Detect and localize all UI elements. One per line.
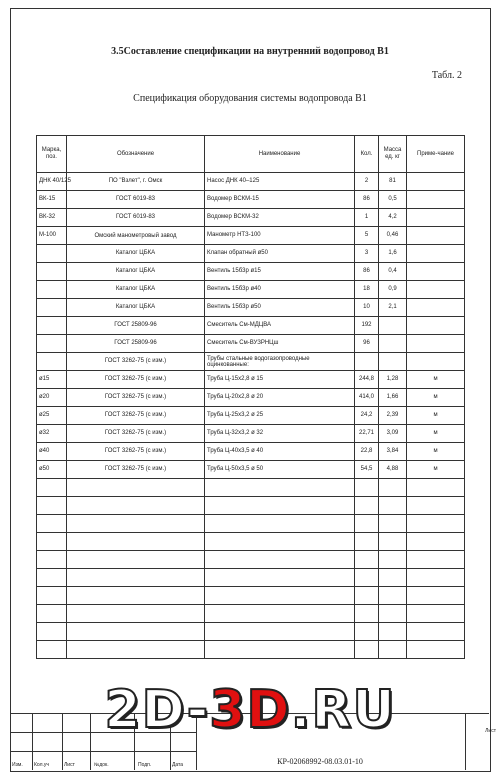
stamp-col-label: Дата bbox=[172, 762, 184, 768]
cell-note bbox=[407, 263, 465, 281]
cell-mark bbox=[37, 281, 67, 299]
cell-designation: Каталог ЦБКА bbox=[67, 281, 205, 299]
cell-name: Трубы стальные водогазопроводные оцинкованные: bbox=[205, 353, 355, 371]
cell-mass: 0,9 bbox=[379, 281, 407, 299]
cell-note bbox=[407, 209, 465, 227]
cell-qty: 10 bbox=[355, 299, 379, 317]
table-row bbox=[37, 191, 465, 209]
cell-mass: 0,5 bbox=[379, 191, 407, 209]
stamp-col-label: Кол.уч bbox=[34, 762, 49, 768]
empty-row bbox=[37, 515, 465, 533]
cell-name: Труба Ц-20х2,8 ø 20 bbox=[205, 389, 355, 407]
cell-qty: 22,8 bbox=[355, 443, 379, 461]
cell-qty: 24,2 bbox=[355, 407, 379, 425]
cell-mass: 0,46 bbox=[379, 227, 407, 245]
cell-name: Смеситель См-ВУЗРНЦш bbox=[205, 335, 355, 353]
cell-mark bbox=[37, 317, 67, 335]
cell-note bbox=[407, 353, 465, 371]
cell-qty: 54,5 bbox=[355, 461, 379, 479]
cell-mass: 81 bbox=[379, 173, 407, 191]
stamp-col-label: Лист bbox=[64, 762, 75, 768]
cell-mark bbox=[37, 263, 67, 281]
cell-qty: 86 bbox=[355, 191, 379, 209]
table-row bbox=[37, 317, 465, 335]
table-row bbox=[37, 407, 465, 425]
empty-row bbox=[37, 479, 465, 497]
cell-mark: ø15 bbox=[37, 371, 67, 389]
header-col-qty: Кол. bbox=[355, 136, 379, 173]
cell-note: м bbox=[407, 407, 465, 425]
cell-mass bbox=[379, 317, 407, 335]
cell-note bbox=[407, 281, 465, 299]
cell-name: Труба Ц-40х3,5 ø 40 bbox=[205, 443, 355, 461]
cell-name: Манометр НТЗ-100 bbox=[205, 227, 355, 245]
table-row bbox=[37, 389, 465, 407]
header-col-mark: Марка, поз. bbox=[37, 136, 67, 173]
table-row bbox=[37, 209, 465, 227]
table-row bbox=[37, 443, 465, 461]
cell-qty: 5 bbox=[355, 227, 379, 245]
cell-mass bbox=[379, 353, 407, 371]
header-col-note: Приме-чание bbox=[407, 136, 465, 173]
cell-name: Вентиль 15б3р ø40 bbox=[205, 281, 355, 299]
cell-note: м bbox=[407, 389, 465, 407]
cell-qty: 1 bbox=[355, 209, 379, 227]
cell-note bbox=[407, 245, 465, 263]
header-col-name: Наименование bbox=[205, 136, 355, 173]
cell-designation: ГОСТ 3262-75 (с изм.) bbox=[67, 353, 205, 371]
stamp-col-label: №док. bbox=[94, 762, 109, 768]
table-row bbox=[37, 335, 465, 353]
cell-designation: ПО "Взлет", г. Омск bbox=[67, 173, 205, 191]
cell-mark: М-100 bbox=[37, 227, 67, 245]
cell-note bbox=[407, 191, 465, 209]
cell-mark: ДНК 40/125 bbox=[37, 173, 67, 191]
table-row bbox=[37, 245, 465, 263]
table-row bbox=[37, 281, 465, 299]
cell-note: м bbox=[407, 461, 465, 479]
section-heading: 3.5Составление спецификации на внутренний водопровод В1 bbox=[111, 46, 389, 57]
cell-mass: 0,4 bbox=[379, 263, 407, 281]
stamp-col-label: Изм. bbox=[12, 762, 23, 768]
empty-row bbox=[37, 569, 465, 587]
cell-note: м bbox=[407, 425, 465, 443]
cell-note: м bbox=[407, 371, 465, 389]
cell-mass: 4,2 bbox=[379, 209, 407, 227]
empty-row bbox=[37, 623, 465, 641]
cell-designation: Каталог ЦБКА bbox=[67, 263, 205, 281]
cell-mark: ВК-15 bbox=[37, 191, 67, 209]
cell-note bbox=[407, 173, 465, 191]
cell-name: Клапан обратный ø50 bbox=[205, 245, 355, 263]
sheet-label: Лист bbox=[485, 728, 496, 734]
header-col-mass: Масса ед. кг bbox=[379, 136, 407, 173]
cell-mark bbox=[37, 353, 67, 371]
cell-name: Труба Ц-32х3,2 ø 32 bbox=[205, 425, 355, 443]
table-header bbox=[37, 136, 465, 173]
cell-name: Водомер ВСКМ-32 bbox=[205, 209, 355, 227]
cell-qty: 86 bbox=[355, 263, 379, 281]
cell-mark: ВК-32 bbox=[37, 209, 67, 227]
cell-name: Труба Ц-50х3,5 ø 50 bbox=[205, 461, 355, 479]
cell-designation: Каталог ЦБКА bbox=[67, 245, 205, 263]
header-col-designation: Обозначение bbox=[67, 136, 205, 173]
table-number: Табл. 2 bbox=[431, 70, 462, 81]
cell-mark bbox=[37, 245, 67, 263]
stamp-col-label: Подп. bbox=[138, 762, 152, 768]
cell-designation: ГОСТ 3262-75 (с изм.) bbox=[67, 443, 205, 461]
cell-qty: 192 bbox=[355, 317, 379, 335]
cell-qty: 18 bbox=[355, 281, 379, 299]
table-row bbox=[37, 263, 465, 281]
table-body bbox=[37, 173, 465, 659]
cell-note: м bbox=[407, 443, 465, 461]
cell-qty: 3 bbox=[355, 245, 379, 263]
table-row bbox=[37, 299, 465, 317]
cell-designation: ГОСТ 6019-83 bbox=[67, 209, 205, 227]
document-number: КР-02068992-08.03.01-10 bbox=[277, 757, 363, 766]
specification-table bbox=[36, 135, 465, 659]
cell-qty bbox=[355, 353, 379, 371]
cell-designation: ГОСТ 3262-75 (с изм.) bbox=[67, 407, 205, 425]
cell-mark bbox=[37, 335, 67, 353]
cell-designation: ГОСТ 3262-75 (с изм.) bbox=[67, 389, 205, 407]
table-row bbox=[37, 353, 465, 371]
cell-mass: 1,28 bbox=[379, 371, 407, 389]
cell-name: Труба Ц-25х3,2 ø 25 bbox=[205, 407, 355, 425]
cell-note bbox=[407, 299, 465, 317]
cell-mark bbox=[37, 299, 67, 317]
cell-mass: 1,6 bbox=[379, 245, 407, 263]
table-row bbox=[37, 227, 465, 245]
cell-name: Смеситель См-МДЦВА bbox=[205, 317, 355, 335]
cell-designation: ГОСТ 25809-96 bbox=[67, 335, 205, 353]
cell-mass: 2,1 bbox=[379, 299, 407, 317]
cell-qty: 96 bbox=[355, 335, 379, 353]
cell-mass bbox=[379, 335, 407, 353]
cell-designation: ГОСТ 3262-75 (с изм.) bbox=[67, 371, 205, 389]
cell-note bbox=[407, 227, 465, 245]
cell-designation: Омский манометровый завод bbox=[67, 227, 205, 245]
cell-name: Насос ДНК 40–125 bbox=[205, 173, 355, 191]
cell-designation: Каталог ЦБКА bbox=[67, 299, 205, 317]
cell-mark: ø20 bbox=[37, 389, 67, 407]
empty-row bbox=[37, 533, 465, 551]
empty-row bbox=[37, 605, 465, 623]
table-title: Спецификация оборудования системы водопровода В1 bbox=[133, 93, 367, 104]
cell-note bbox=[407, 335, 465, 353]
cell-mass: 1,66 bbox=[379, 389, 407, 407]
cell-mark: ø32 bbox=[37, 425, 67, 443]
cell-qty: 2 bbox=[355, 173, 379, 191]
cell-name: Труба Ц-15х2,8 ø 15 bbox=[205, 371, 355, 389]
cell-designation: ГОСТ 25809-96 bbox=[67, 317, 205, 335]
cell-designation: ГОСТ 3262-75 (с изм.) bbox=[67, 461, 205, 479]
cell-designation: ГОСТ 6019-83 bbox=[67, 191, 205, 209]
cell-mass: 2,39 bbox=[379, 407, 407, 425]
cell-mass: 4,88 bbox=[379, 461, 407, 479]
table-row bbox=[37, 461, 465, 479]
cell-mass: 3,84 bbox=[379, 443, 407, 461]
empty-row bbox=[37, 551, 465, 569]
cell-qty: 22,71 bbox=[355, 425, 379, 443]
empty-row bbox=[37, 587, 465, 605]
cell-name: Вентиль 15б3р ø15 bbox=[205, 263, 355, 281]
cell-name: Водомер ВСКМ-15 bbox=[205, 191, 355, 209]
cell-mark: ø25 bbox=[37, 407, 67, 425]
cell-mark: ø40 bbox=[37, 443, 67, 461]
table-row bbox=[37, 173, 465, 191]
table-row bbox=[37, 371, 465, 389]
empty-row bbox=[37, 497, 465, 515]
cell-name: Вентиль 15б3р ø50 bbox=[205, 299, 355, 317]
cell-qty: 414,0 bbox=[355, 389, 379, 407]
cell-mark: ø50 bbox=[37, 461, 67, 479]
table-row bbox=[37, 425, 465, 443]
cell-designation: ГОСТ 3262-75 (с изм.) bbox=[67, 425, 205, 443]
cell-mass: 3,09 bbox=[379, 425, 407, 443]
cell-note bbox=[407, 317, 465, 335]
site-watermark-logo: 2D-3D.RU bbox=[104, 680, 396, 740]
empty-row bbox=[37, 641, 465, 659]
cell-qty: 244,8 bbox=[355, 371, 379, 389]
